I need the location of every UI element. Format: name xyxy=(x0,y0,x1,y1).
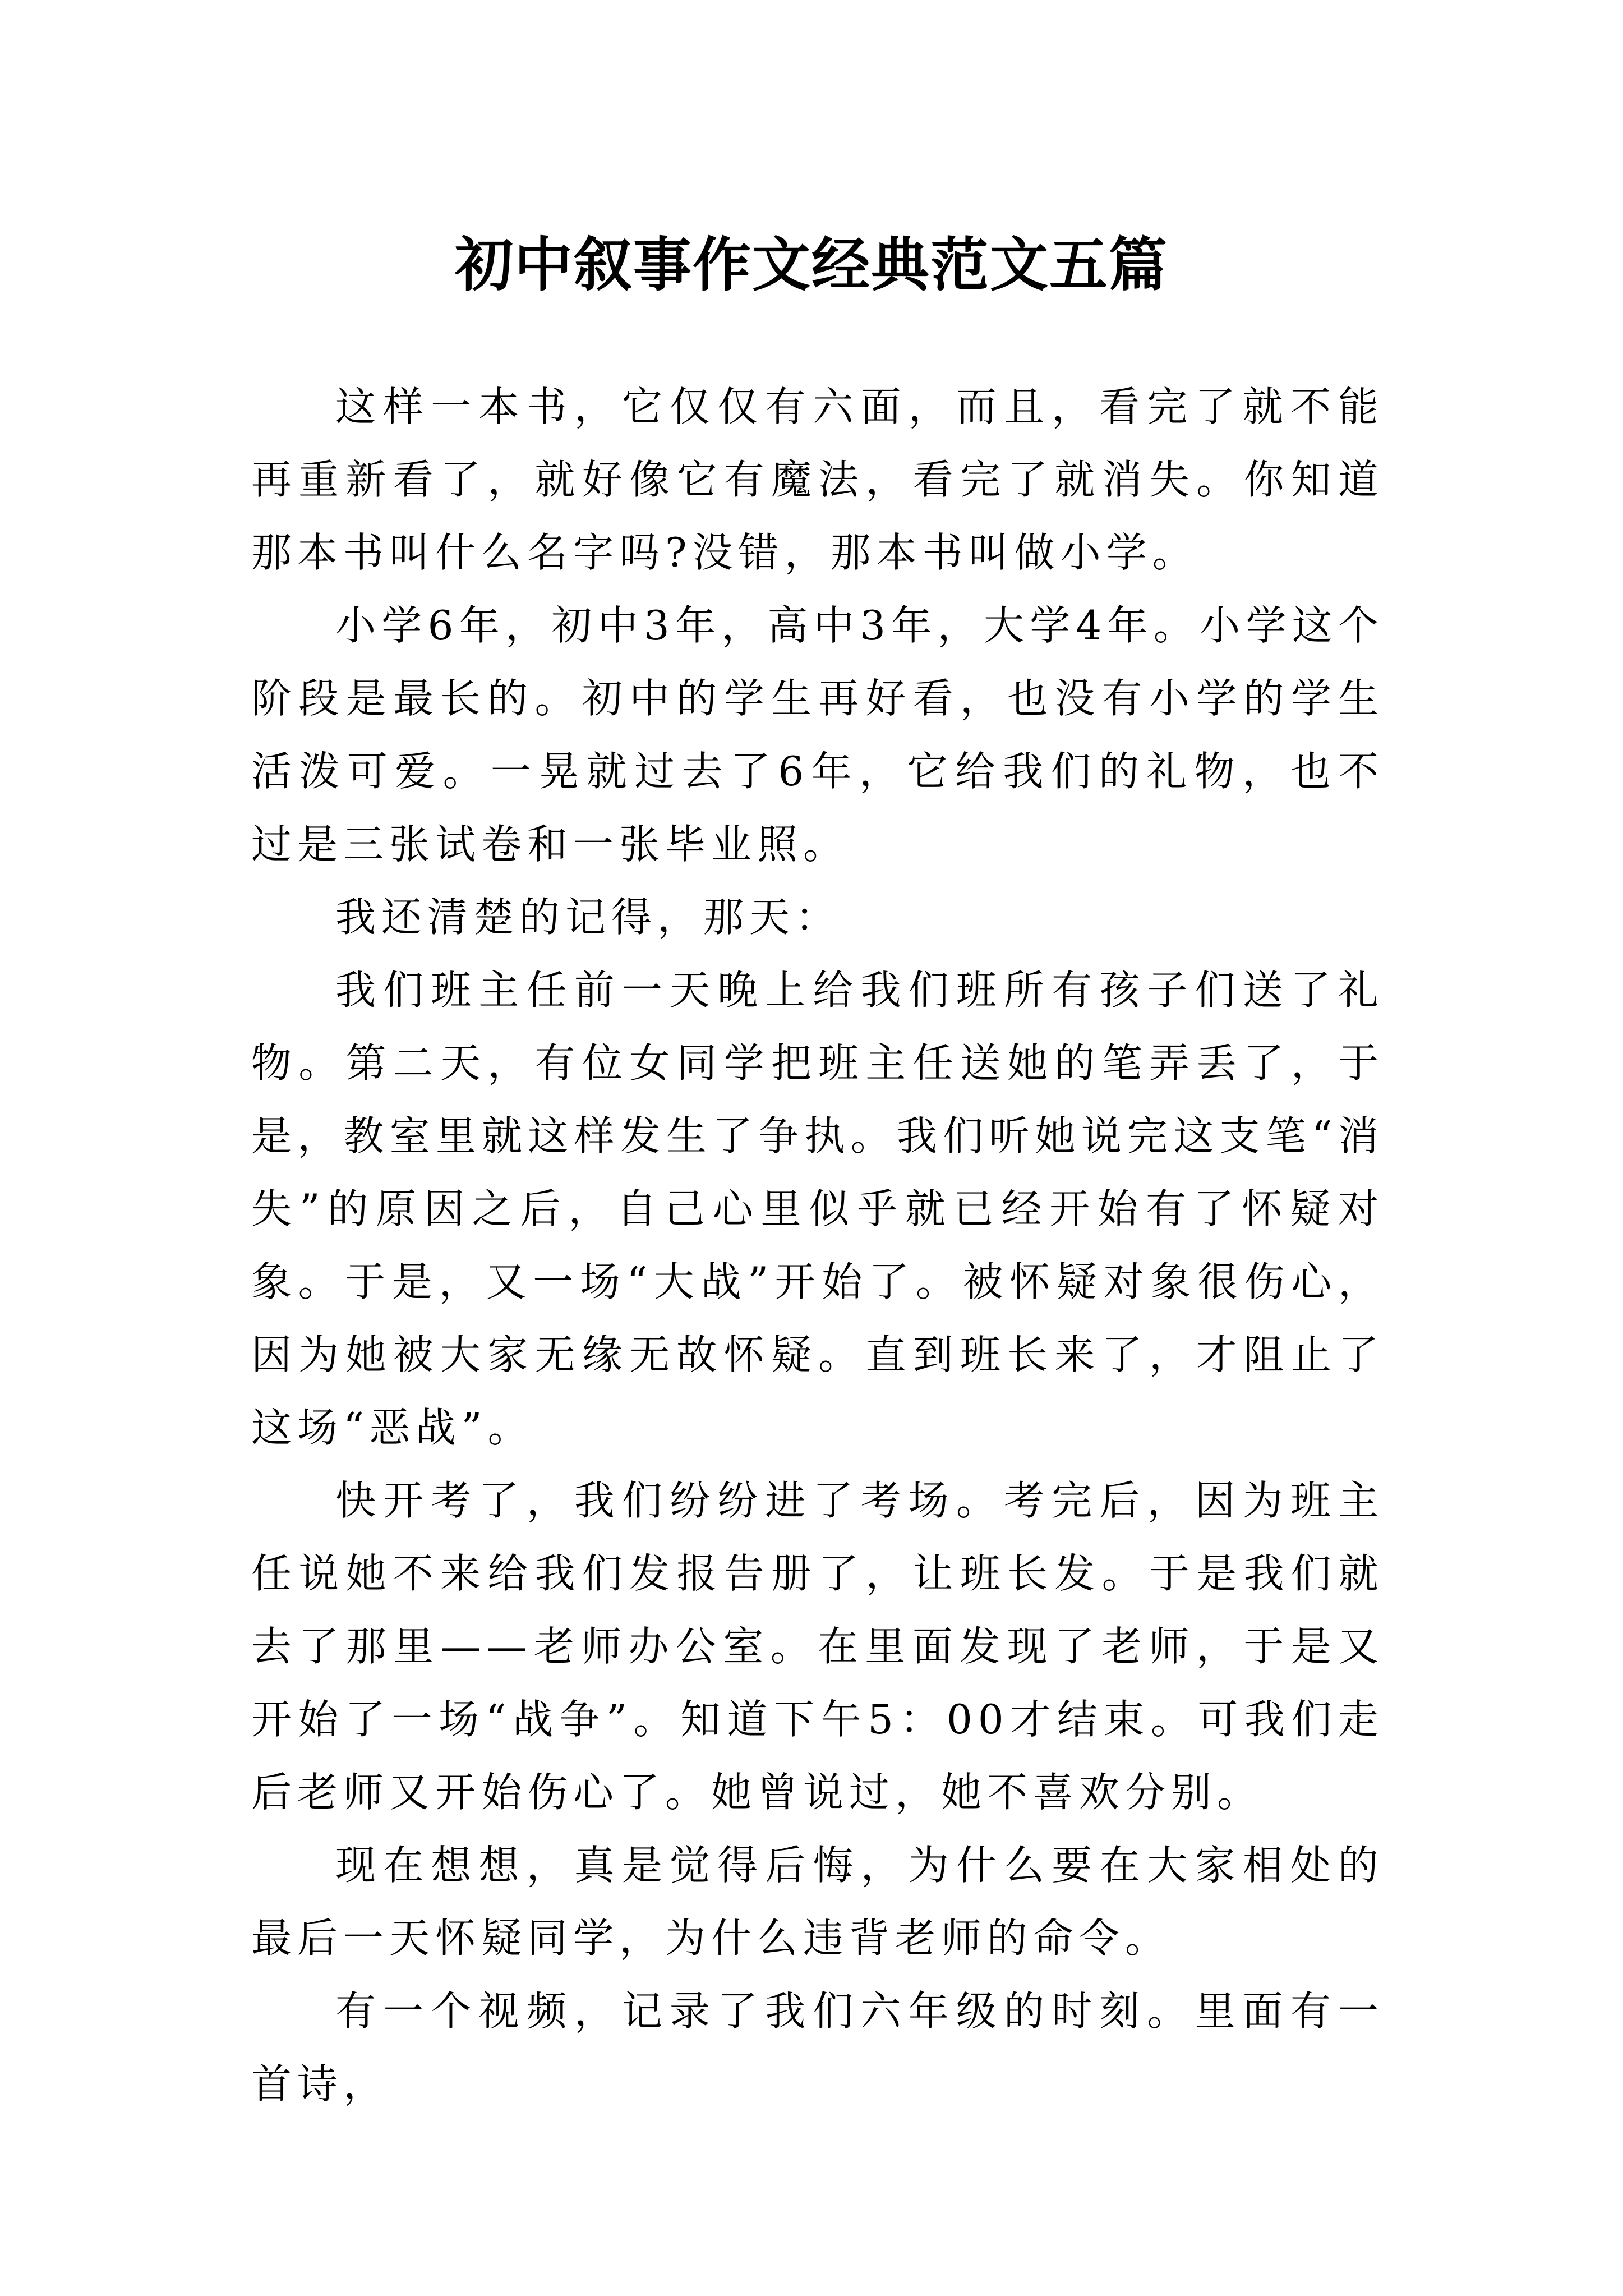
paragraph: 有一个视频，记录了我们六年级的时刻。里面有一首诗， xyxy=(251,1987,1384,2108)
paragraph: 我们班主任前一天晚上给我们班所有孩子们送了礼物。第二天，有位女同学把班主任送她的笔弄丢了，于是，教室里就这样发生了争执。我们听她说完这支笔“消失”的原因之后，自己心里似乎就已经开始有了怀疑对象。于是，又一场“大战”开始了。被怀疑对象很伤心，因为她被大家无缘无故怀疑。直到班长来了，才阻止了这场“恶战”。 xyxy=(251,967,1384,1451)
paragraph: 现在想想，真是觉得后悔，为什么要在大家相处的最后一天怀疑同学，为什么违背老师的命令。 xyxy=(251,1842,1384,1962)
paragraph: 快开考了，我们纷纷进了考场。考完后，因为班主任说她不来给我们发报告册了，让班长发。于是我们就去了那里——老师办公室。在里面发现了老师，于是又开始了一场“战争”。知道下午5：00才结束。可我们走后老师又开始伤心了。她曾说过，她不喜欢分别。 xyxy=(251,1477,1384,1816)
paragraph: 这样一本书，它仅仅有六面，而且，看完了就不能再重新看了，就好像它有魔法，看完了就消失。你知道那本书叫什么名字吗?没错，那本书叫做小学。 xyxy=(251,383,1384,576)
document-title: 初中叙事作文经典范文五篇 xyxy=(454,229,1168,299)
paragraph: 我还清楚的记得，那天： xyxy=(335,894,842,941)
document-body xyxy=(251,370,1384,2120)
paragraph: 小学6年，初中3年，高中3年，大学4年。小学这个阶段是最长的。初中的学生再好看，也没有小学的学生活泼可爱。一晃就过去了6年，它给我们的礼物，也不过是三张试卷和一张毕业照。 xyxy=(251,602,1384,868)
